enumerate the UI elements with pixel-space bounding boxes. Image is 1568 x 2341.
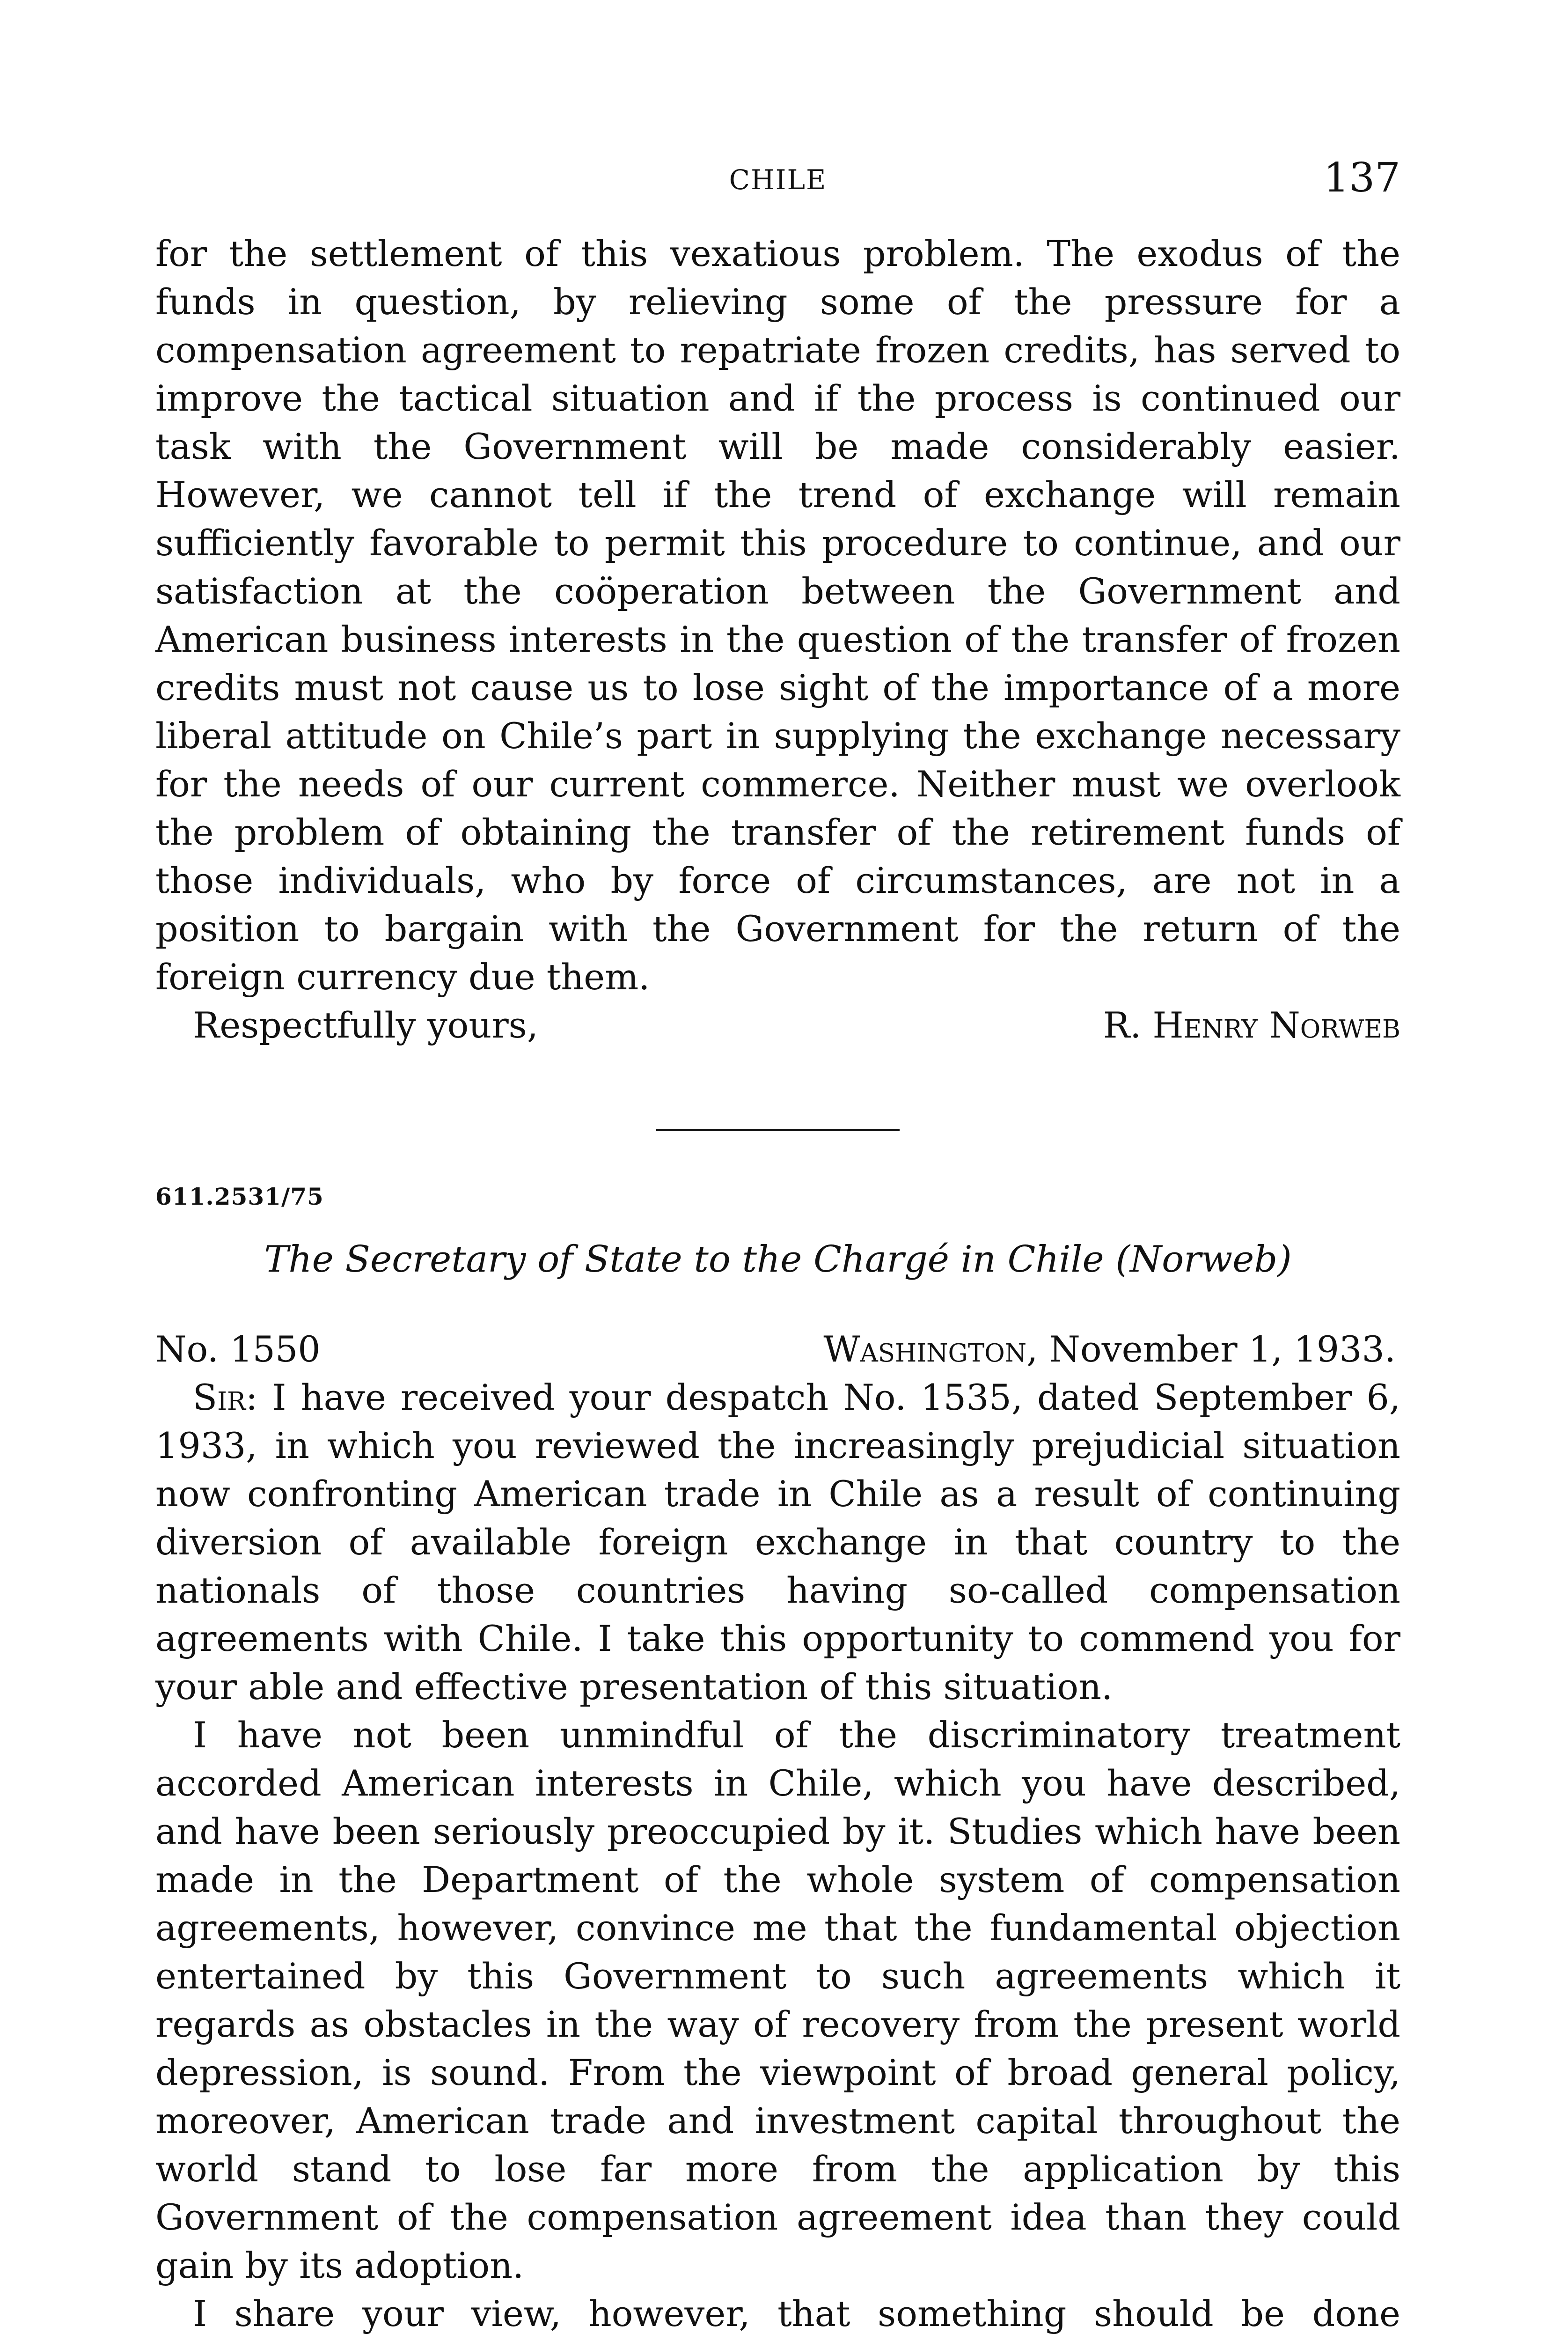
salutation: Sir	[193, 1377, 246, 1418]
letter2-paragraph-3: I share your view, however, that something should be done	[193, 2293, 1400, 2334]
document-page	[155, 155, 1400, 2341]
file-number: 611.2531/75	[155, 1183, 324, 1210]
page-header	[155, 155, 1400, 229]
letter2-paragraph-2: I have not been unmindful of the discriminatory treatment accorded American interests in Chile, which you have described, and have been seriously preoccupied by it. Studies which have been made in the Department of the whole system of compensation agreements, however, convince me that the fundamental objection entertained by this Government to such agreements which it regards as obstacles in the way of recovery from the present world depression, is sound. From the viewpoint of broad general policy, moreover, American trade and investment capital throughout the world stand to lose far more from the application by this Government of the compensation agreement idea than they could gain by its adoption.	[155, 1714, 1400, 2286]
dateline-date: , November 1, 1933.	[1026, 1328, 1396, 1370]
paragraph-1-text: : I have received your despatch No. 1535, dated September 6, 1933, in which you reviewed the increasingly prejudicial situation now confronting American trade in Chile as a result of continuing diversion of available foreign exchange in that country to the nationals of those countries having so-called compensation agreements with Chile. I take this opportunity to commend you for your able and effective presentation of this situation.	[155, 1377, 1400, 1708]
closing: Respectfully yours,	[193, 1004, 538, 1046]
letter2-paragraph-1	[155, 1373, 1400, 1711]
section-divider	[656, 1129, 900, 1131]
dateline-place: Washington	[823, 1328, 1027, 1370]
letter1-paragraph: for the settlement of this vexatious problem. The exodus of the funds in question, by relieving some of the pressure for a compensation agreement to repatriate frozen credits, has served to improve the tactical situation and if the process is continued our task with the Government will be made considerably easier. However, we cannot tell if the trend of exchange will remain sufficiently favorable to permit this procedure to continue, and our satisfaction at the coöperation between the Government and American business interests in the question of the transfer of frozen credits must not cause us to lose sight of the importance of a more liberal attitude on Chile’s part in supplying the exchange necessary for the needs of our current commerce. Neither must we overlook the problem of obtaining the transfer of the retirement funds of those individuals, who by force of circumstances, are not in a position to bargain with the Government for the return of the foreign currency due them.	[155, 233, 1400, 998]
place-date	[823, 1325, 1400, 1373]
despatch-number: No. 1550	[155, 1328, 321, 1370]
document-title: The Secretary of State to the Chargé in Chile (Norweb)	[264, 1238, 1292, 1281]
running-head: CHILE	[729, 164, 827, 196]
letter1-signoff	[155, 1001, 1400, 1049]
signature: R. Henry Norweb	[1103, 1004, 1400, 1046]
dateline	[155, 1325, 1400, 1373]
page-number: 137	[1323, 155, 1400, 201]
